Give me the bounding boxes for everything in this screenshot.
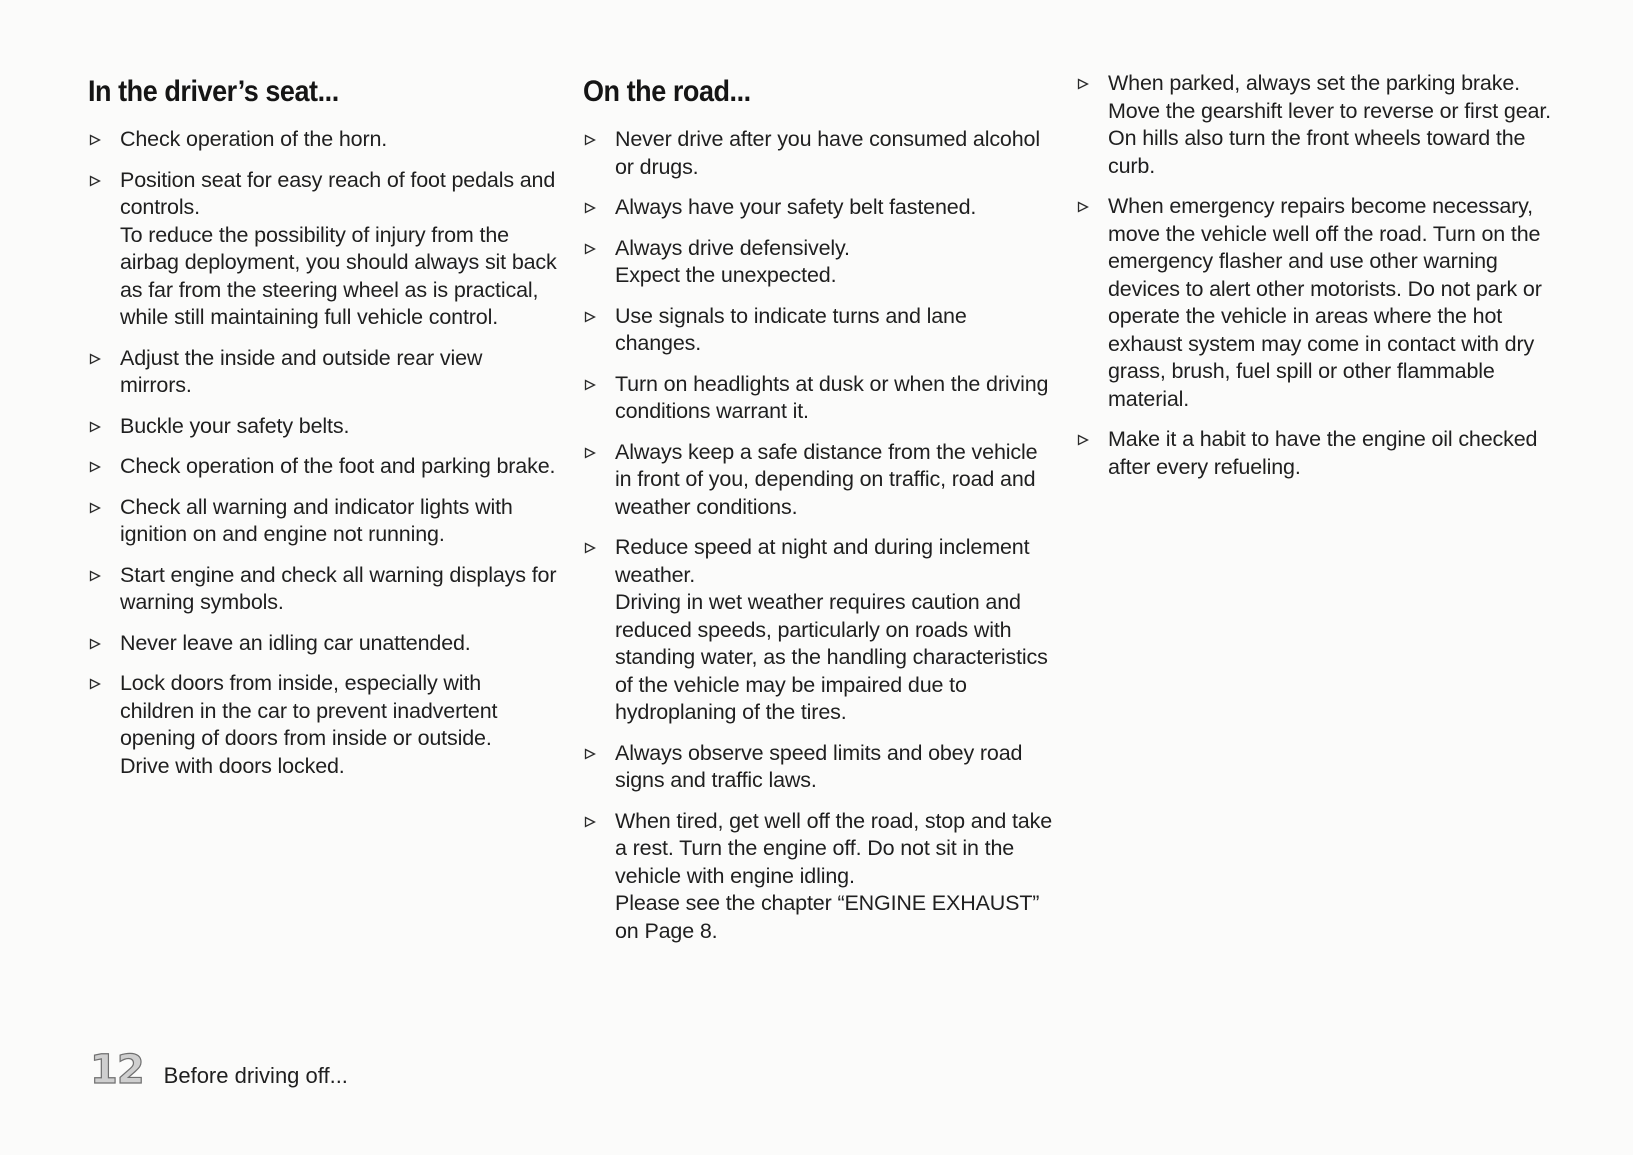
bullet-list (583, 126, 1053, 945)
item-text: Buckle your safety belts. (120, 413, 350, 438)
triangle-bullet-icon (583, 242, 597, 256)
list-item (88, 453, 558, 481)
item-text: Check operation of the foot and parking brake. (120, 454, 556, 478)
triangle-bullet-icon (1076, 433, 1090, 447)
item-text: Always keep a safe distance from the vehicle in front of you, depending on traffic, road and weather conditions. (615, 439, 1038, 519)
item-text: Never drive after you have consumed alcohol or drugs. (615, 127, 1040, 179)
triangle-bullet-icon (88, 501, 102, 515)
on-the-road-column (583, 70, 1053, 958)
bullet-list (1076, 70, 1551, 481)
triangle-bullet-icon (583, 815, 597, 829)
section-title: Before driving off... (163, 1063, 348, 1088)
item-text: Use signals to indicate turns and lane changes. (615, 303, 967, 355)
bullet-list (88, 126, 558, 780)
continued-column (1076, 70, 1551, 494)
list-item (583, 126, 1053, 181)
triangle-bullet-icon (583, 446, 597, 460)
item-text: Turn on headlights at dusk or when the driving conditions warrant it. (615, 371, 1049, 423)
list-item (583, 303, 1053, 358)
item-text: When parked, always set the parking brake. Move the gearshift lever to reverse or first gear. (1108, 71, 1552, 123)
list-item (88, 167, 558, 332)
triangle-bullet-icon (88, 352, 102, 366)
list-item (88, 126, 558, 154)
page-number: 12 (90, 1047, 144, 1093)
item-text: Never leave an idling car unattended. (120, 630, 471, 655)
item-text: Always have your safety belt fastened. (615, 195, 977, 219)
item-text: Start engine and check all warning displays for warning symbols. (120, 562, 557, 614)
list-item (583, 371, 1053, 426)
item-note: To reduce the possibility of injury from the airbag deployment, you should always sit back as far from the steering wheel as is practical, while still maintaining full vehicle control. (120, 222, 557, 329)
item-text: Adjust the inside and outside rear view mirrors. (120, 345, 483, 397)
triangle-bullet-icon (88, 637, 102, 651)
triangle-bullet-icon (88, 133, 102, 147)
page-footer (90, 1047, 348, 1093)
list-item (583, 534, 1053, 727)
item-text: Position seat for easy reach of foot pedals and controls. (120, 167, 556, 219)
triangle-bullet-icon (88, 677, 102, 691)
triangle-bullet-icon (88, 460, 102, 474)
triangle-bullet-icon (583, 201, 597, 215)
item-note: Please see the chapter “ENGINE EXHAUST” on Page 8. (615, 891, 1040, 943)
list-item (1076, 426, 1551, 481)
list-item (1076, 193, 1551, 413)
triangle-bullet-icon (583, 541, 597, 555)
list-item (88, 562, 558, 617)
list-item (583, 740, 1053, 795)
item-text: Reduce speed at night and during inclement weather. (615, 535, 1030, 587)
list-item (88, 413, 558, 441)
item-text: Lock doors from inside, especially with children in the car to prevent inadvertent opening of doors from inside or outside. (120, 671, 498, 750)
item-text: Always drive defensively. (615, 235, 850, 260)
list-item (583, 808, 1053, 946)
list-item (88, 670, 558, 780)
item-note: Drive with doors locked. (120, 753, 345, 778)
column-heading: In the driver’s seat... (88, 75, 339, 108)
item-note: Expect the unexpected. (615, 263, 837, 287)
triangle-bullet-icon (88, 420, 102, 434)
triangle-bullet-icon (1076, 200, 1090, 214)
drivers-seat-column (88, 70, 558, 793)
list-item (583, 235, 1053, 290)
list-item (88, 630, 558, 658)
item-text: Check operation of the horn. (120, 127, 388, 151)
item-note: Driving in wet weather requires caution and reduced speeds, particularly on roads with standing water, as the handling characteristics of the vehicle may be impaired due to hydroplaning of the tires. (615, 590, 1048, 724)
triangle-bullet-icon (88, 174, 102, 188)
item-text: Always observe speed limits and obey road signs and traffic laws. (615, 740, 1023, 792)
list-item (1076, 70, 1551, 180)
triangle-bullet-icon (583, 133, 597, 147)
item-text: When emergency repairs become necessary, move the vehicle well off the road. Turn on the emergency flasher and use other warning devices to alert other motorists. Do not park or operate the vehicle in areas where the hot exhaust system may come in contact with dry grass, brush, fuel spill or other flammable material. (1108, 194, 1542, 411)
item-text: Check all warning and indicator lights with ignition on and engine not running. (120, 494, 513, 546)
list-item (583, 194, 1053, 222)
list-item (88, 494, 558, 549)
item-text: When tired, get well off the road, stop and take a rest. Turn the engine off. Do not sit in the vehicle with engine idling. (615, 808, 1053, 888)
triangle-bullet-icon (583, 378, 597, 392)
list-item (583, 439, 1053, 522)
list-item (88, 345, 558, 400)
triangle-bullet-icon (583, 747, 597, 761)
triangle-bullet-icon (1076, 77, 1090, 91)
column-heading: On the road... (583, 75, 751, 108)
item-text: Make it a habit to have the engine oil checked after every refueling. (1108, 427, 1538, 479)
item-note: On hills also turn the front wheels toward the curb. (1108, 126, 1526, 178)
triangle-bullet-icon (88, 569, 102, 583)
triangle-bullet-icon (583, 310, 597, 324)
